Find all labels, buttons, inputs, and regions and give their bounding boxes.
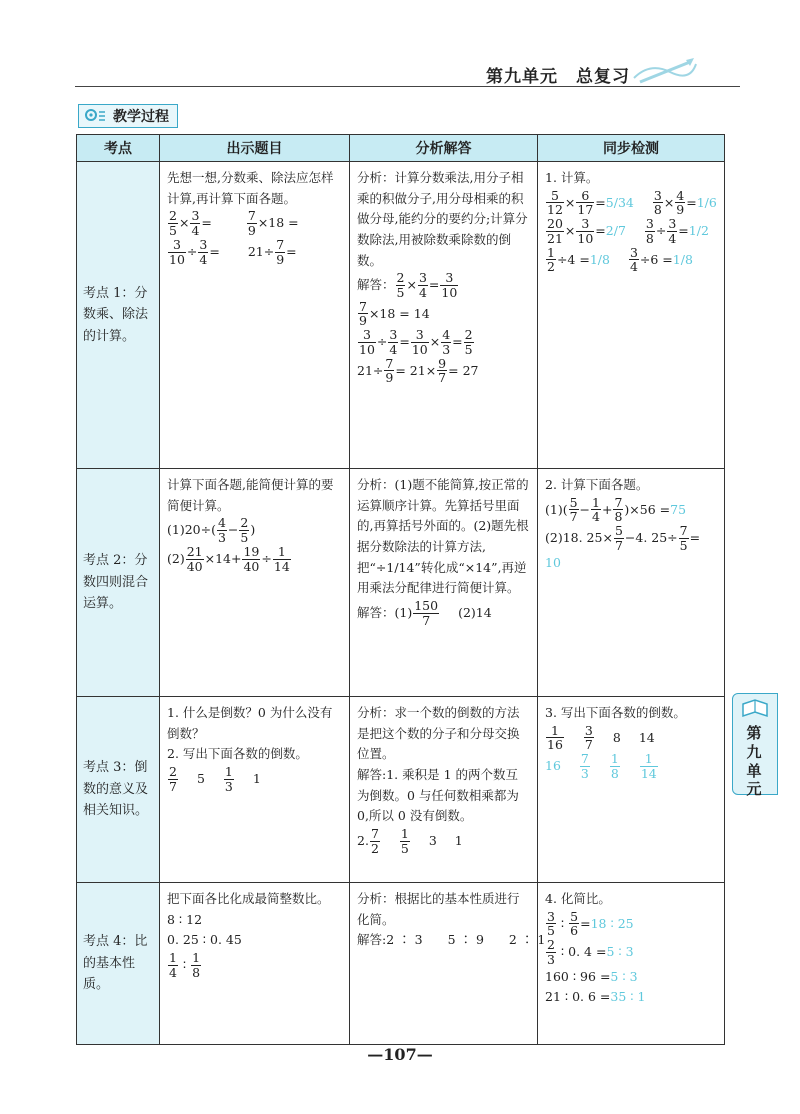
topic-cell: 考点 2：分数四则混合运算。 (77, 469, 160, 697)
question-cell (160, 883, 350, 1045)
check-answer: 10 (545, 554, 561, 570)
math-line: (2)18. 25× $\frac{5}{7}$ −4. 25÷ $\frac{7}{5}$ = (545, 523, 701, 553)
check-answer: 1/6 (696, 194, 717, 210)
question-text: 先想一想,分数乘、除法应怎样计算,再计算下面各题。 (167, 170, 334, 206)
math-line: $\frac{3}{10}$ ÷ $\frac{3}{4}$ = 21÷ $\frac{7}{9}$ = (169, 236, 297, 267)
unit-title: 第九单元 总复习 (486, 67, 630, 87)
math-line: 21 ∶ 0. 6 =35 ∶ 1 (545, 989, 646, 1005)
header-check: 同步检测 (538, 135, 725, 162)
table-row (77, 469, 725, 697)
lesson-table (76, 134, 725, 1045)
math-line: $\frac{1}{2}$ ÷4 =1/8 $\frac{3}{4}$ ÷6 =1/8 (547, 244, 693, 275)
check-answer: 75 (670, 501, 687, 517)
question-cell (160, 469, 350, 697)
math-line: $\frac{5}{12}$ × $\frac{6}{17}$ =5/34 $\frac{3}{8}$ × $\frac{4}{9}$ =1/6 (547, 187, 717, 218)
check-title: 4. 化简比。 (545, 891, 611, 906)
table-header-row (77, 135, 725, 162)
table-row (77, 162, 725, 469)
check-title: 2. 计算下面各题。 (545, 477, 649, 492)
section-label: 教学过程 (113, 109, 169, 125)
math-line: $\frac{2}{3}$ ∶ 0. 4 =5 ∶ 3 (547, 937, 634, 967)
check-answer: 16 (545, 757, 561, 773)
math-line: 解答：(1) $\frac{150}{7}$ (2)14 (357, 597, 492, 628)
math-line: $\frac{2}{7}$ 5 $\frac{1}{3}$ 1 (169, 763, 261, 794)
pen-decoration-icon (630, 56, 700, 86)
math-line: $\frac{1}{16}$ $\frac{3}{7}$ 8 14 (547, 722, 655, 753)
book-icon (740, 698, 770, 720)
ratio-item: 8 ∶ 12 (167, 911, 203, 927)
check-answer: 18 ∶ 25 (590, 915, 634, 931)
question-text: 1. 什么是倒数？0 为什么没有倒数？ (167, 705, 333, 741)
header-rule (75, 86, 740, 87)
check-answer: 1/8 (589, 251, 610, 267)
analysis-text: 分析：求一个数的倒数的方法是把这个数的分子和分母交换位置。 (357, 705, 520, 762)
math-line: 2. $\frac{7}{2}$ $\frac{1}{5}$ 3 1 (357, 825, 463, 856)
check-answer: 5 ∶ 3 (610, 968, 638, 984)
math-line: $\frac{1}{4}$ ∶ $\frac{1}{8}$ (169, 949, 201, 980)
header-topic: 考点 (77, 135, 160, 162)
math-line: (1)( $\frac{5}{7}$ − $\frac{1}{4}$ + $\frac{7}{8}$ )×56 =75 (545, 494, 687, 525)
analysis-text: 分析：(1)题不能简算,按正常的运算顺序计算。先算括号里面的,再算括号外面的。(2)题先根据分数除法的计算方法,把“÷1/14”转化成“×14”,再逆用乘法分配律进行简便计算。 (357, 477, 529, 596)
check-cell (538, 469, 725, 697)
math-line: $\frac{2}{5}$ × $\frac{3}{4}$ = $\frac{7}{9}$ ×18 = (169, 208, 299, 238)
analysis-text: 分析：根据比的基本性质进行化简。 (357, 891, 520, 927)
math-line: $\frac{3}{5}$ ∶ $\frac{5}{6}$ =18 ∶ 25 (547, 908, 634, 939)
check-cell (538, 883, 725, 1045)
page-number: —107— (367, 1045, 433, 1064)
check-answer: 1/2 (688, 222, 709, 238)
answer-text: 解答:1. 乘积是 1 的两个数互为倒数。0 与任何数相乘都为 0,所以 0 没有倒数。 (357, 766, 519, 824)
table-row (77, 883, 725, 1045)
check-answer: 1/8 (672, 251, 693, 267)
answer-label: 解答： (357, 276, 395, 292)
check-title: 3. 写出下面各数的倒数。 (545, 705, 686, 720)
math-line: 21÷ $\frac{7}{9}$ = 21× $\frac{9}{7}$ = 27 (357, 355, 479, 386)
topic-cell: 考点 4：比的基本性质。 (77, 883, 160, 1045)
answer-text: 解答:2 ∶ 3 5 ∶ 9 2 ∶ 1 (357, 932, 546, 948)
analysis-cell (350, 883, 546, 1045)
math-line: (2) $\frac{21}{40}$ ×14+ $\frac{19}{40}$ ÷ $\frac{1}{14}$ (167, 543, 290, 574)
check-answer: 35 ∶ 1 (610, 989, 646, 1005)
math-line: $\frac{20}{21}$ × $\frac{3}{10}$ =2/7 $\frac{3}{8}$ ÷ $\frac{3}{4}$ =1/2 (547, 216, 709, 246)
math-line: $\frac{3}{10}$ ÷ $\frac{3}{4}$ = $\frac{3}{10}$ × $\frac{4}{3}$ = $\frac{2}{5}$ (359, 327, 473, 357)
check-answer: 5 ∶ 3 (606, 943, 634, 959)
question-cell (160, 162, 350, 469)
question-text: 把下面各比化成最简整数比。 (167, 891, 330, 906)
check-title: 1. 计算。 (545, 170, 599, 185)
check-answer: 2/7 (605, 222, 626, 238)
answer-label: 解答： (357, 604, 395, 620)
answer-2: (2)14 (458, 604, 492, 620)
topic-cell: 考点 3：倒数的意义及相关知识。 (77, 697, 160, 883)
header-analysis: 分析解答 (350, 135, 538, 162)
side-tab-label: 第九单元 (746, 724, 762, 799)
analysis-text: 分析：计算分数乘法,用分子相乘的积做分子,用分母相乘的积做分母,能约分的要约分;计算分数除法,用被除数乘除数的倒数。 (357, 170, 528, 268)
table-row (77, 697, 725, 883)
analysis-cell (350, 162, 538, 469)
question-text: 2. 写出下面各数的倒数。 (167, 746, 308, 762)
math-line: (1)20÷( $\frac{4}{3}$ − $\frac{2}{5}$ ) (167, 515, 256, 545)
check-cell (538, 162, 725, 469)
question-text: 计算下面各题,能简便计算的要简便计算。 (167, 477, 334, 513)
ratio-item: 0. 25 ∶ 0. 45 (167, 932, 242, 948)
check-answer: 5/34 (605, 194, 634, 210)
math-line: $\frac{7}{9}$ ×18 = 14 (359, 298, 430, 329)
analysis-cell (350, 697, 538, 883)
section-tag (78, 104, 178, 128)
check-cell (538, 697, 725, 883)
page-header (75, 58, 740, 88)
topic-cell: 考点 1：分数乘、除法的计算。 (77, 162, 160, 469)
math-line: 解答： $\frac{2}{5}$ × $\frac{3}{4}$ = $\frac{3}{10}$ (357, 270, 458, 300)
header-question: 出示题目 (160, 135, 350, 162)
math-line: 16 $\frac{7}{3}$ $\frac{1}{8}$ $\frac{1}{14}$ (545, 751, 657, 781)
math-line: 160 ∶ 96 =5 ∶ 3 (545, 968, 638, 984)
question-cell (160, 697, 350, 883)
unit-side-tab (732, 693, 778, 799)
location-pin-icon (83, 108, 109, 124)
analysis-cell (350, 469, 538, 697)
